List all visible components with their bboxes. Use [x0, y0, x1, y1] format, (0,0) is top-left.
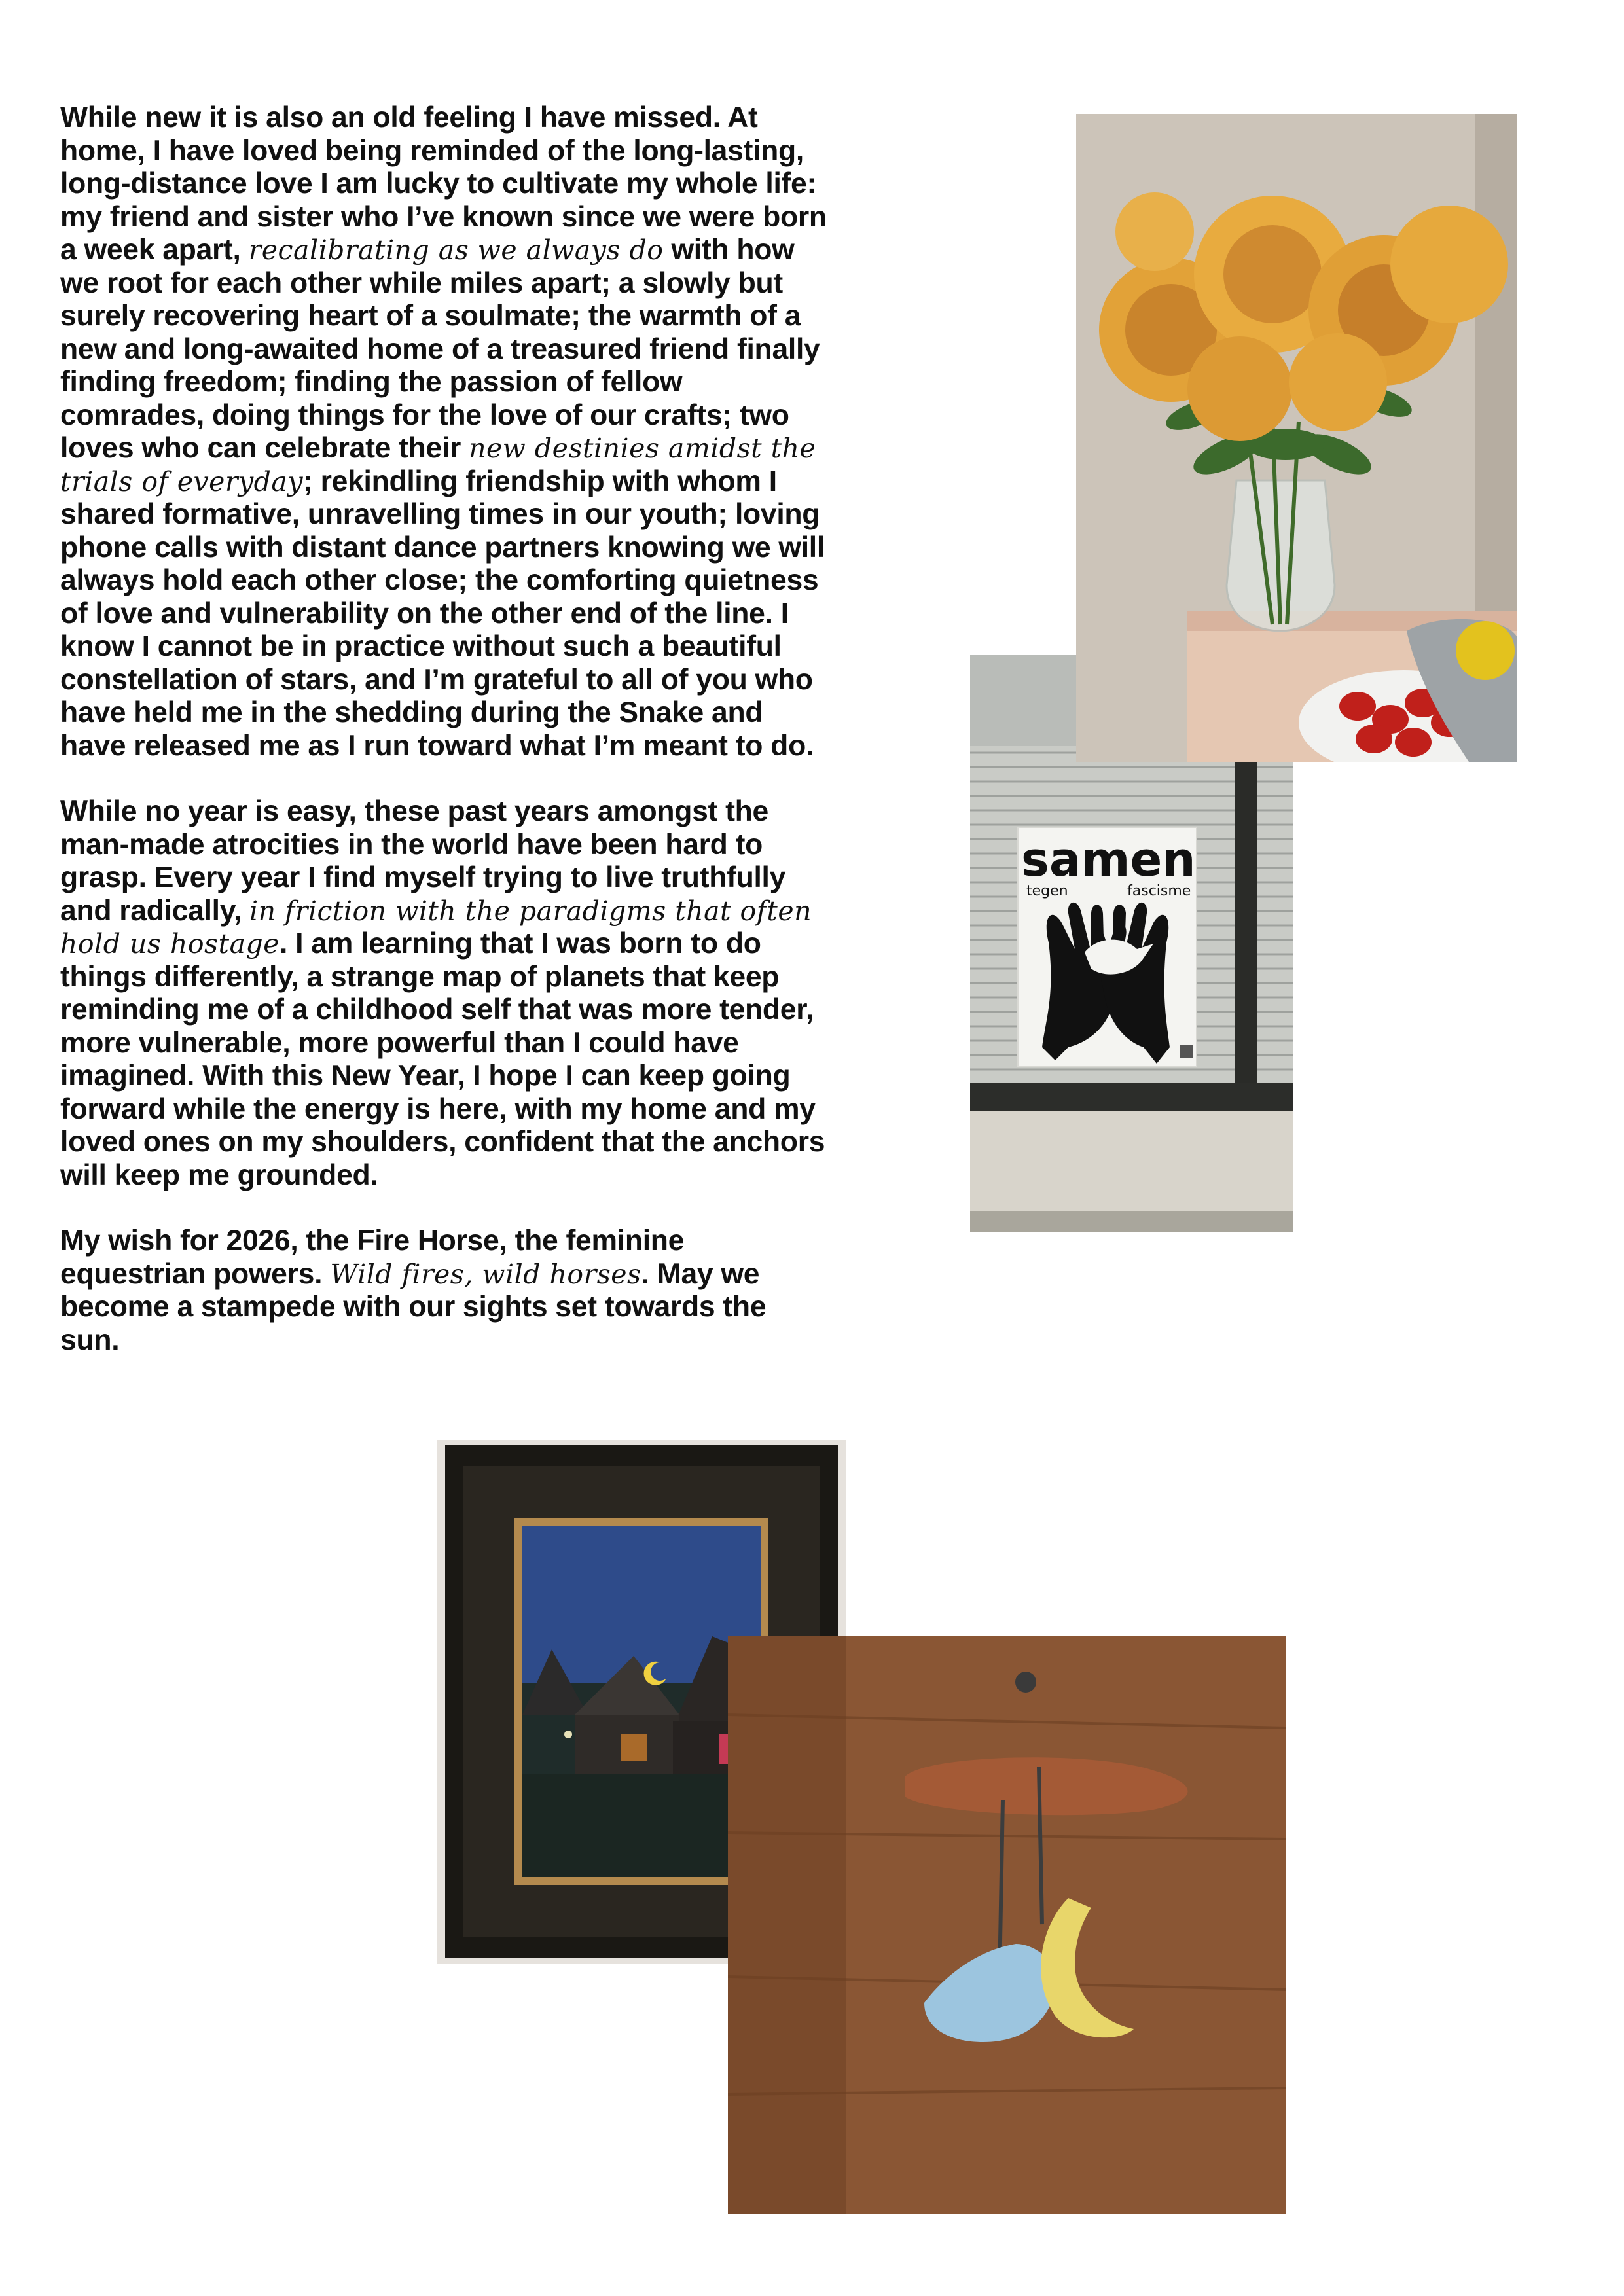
text-run: ; rekindling friendship with whom I shared formative, unravelling times in our youth; loving phone calls with distant dance partners knowing we will always hold each other close; the comforting quietness of love and vulnerability on the other end of the line. I know I cannot be in practice without such a beautiful constellation of stars, and I’m grateful to all of you who have held me in the shedding during the Snake and have released me as I run toward what I’m meant to do. [60, 465, 825, 762]
poster-left-word: tegen [1026, 883, 1068, 899]
paragraph-1 [60, 101, 829, 762]
text-run: While no year is easy, these past years amongst the man-made atrocities in the world have been hard to grasp. Every year I find myself trying to live truthfully and radically, [60, 795, 786, 927]
paragraph-3 [60, 1225, 829, 1357]
text-run: with how we root for each other while miles apart; a slowly but surely recovering heart of a soulmate; the warmth of a new and long-awaited home of a treasured friend finally finding freedom; finding the passion of fellow comrades, doing things for the love of our crafts; two loves who can celebrate their [60, 234, 820, 464]
poster-right-word: fascisme [1127, 883, 1191, 899]
text-run: . May we become a stampede with our sights set towards the sun. [60, 1257, 767, 1356]
text-run: . I am learning that I was born to do things differently, a strange map of planets that keep reminding me of a childhood self that was more tender, more vulnerable, more powerful than I could have imagined. With this New Year, I hope I can keep going forward while the energy is here, with my home and my loved ones on my shoulders, confident that the anchors will keep me grounded. [60, 927, 825, 1191]
emphasis-run: Wild fires, wild horses [330, 1258, 641, 1290]
flowers-photo [1076, 114, 1517, 762]
emphasis-run: new destinies amidst the trials of everyday [60, 433, 816, 497]
emphasis-run: in friction with the paradigms that often hold us hostage [60, 895, 812, 960]
text-run: While new it is also an old feeling I have missed. At home, I have loved being reminded of the long-lasting, long-distance love I am lucky to cultivate my whole life: my friend and sister who I’ve known since we were born a week apart, [60, 101, 827, 266]
paragraph-2 [60, 795, 829, 1192]
charms-photo [728, 1636, 1286, 2214]
text-run: My wish for 2026, the Fire Horse, the feminine equestrian powers. [60, 1225, 685, 1290]
poster-title: samen [1021, 832, 1196, 887]
body-text [60, 101, 829, 1390]
emphasis-run: recalibrating as we always do [248, 234, 664, 266]
